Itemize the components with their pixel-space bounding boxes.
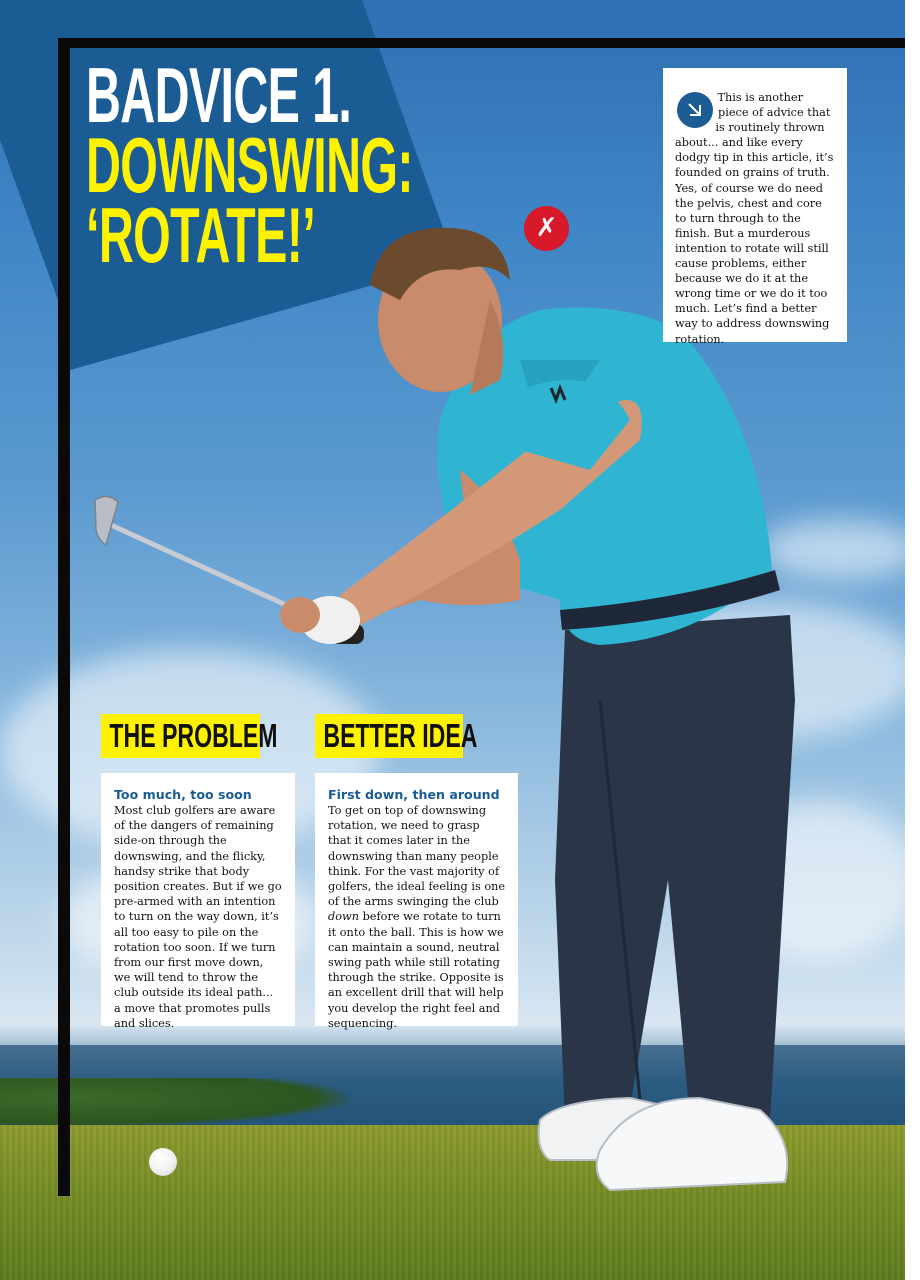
frame-top-rule	[58, 38, 905, 48]
better-body-part-2: before we rotate to turn it onto the ball. This is how we can maintain a sound, neutral swing path while still rotating through the strike. Opposite is an excellent drill that will help you develop the right feel and sequencing.	[328, 910, 504, 1030]
better-idea-heading: First down, then around	[328, 787, 500, 802]
problem-heading: Too much, too soon	[114, 787, 252, 802]
problem-tag	[101, 714, 278, 758]
headline-line-1: BADVICE 1.	[86, 51, 352, 139]
intro-text: This is another piece of advice that is routinely thrown about... and like every dodgy tip in this article, it’s founded on grains of truth. Yes, of course we do need the pelvis, chest and core to turn through to the finish. But a murderous intention to rotate will still cause problems, either because we do it at the wrong time or we do it too much. Let’s find a better way to address downswing rotation.	[675, 91, 834, 346]
better-idea-body	[328, 803, 506, 1031]
golf-ball	[149, 1148, 177, 1176]
better-idea-tag	[315, 714, 478, 758]
better-idea-box	[315, 773, 518, 1030]
problem-box	[101, 773, 295, 1030]
intro-box	[663, 68, 847, 346]
better-body-emphasis: down	[328, 910, 359, 924]
cross-icon: ✗	[524, 206, 569, 251]
frame-left-rule	[58, 38, 70, 1196]
arrow-down-right-icon	[677, 92, 713, 128]
better-body-part-1: To get on top of downswing rotation, we need to grasp that it comes later in the downswing than many people think. For the vast majority of golfers, the ideal feeling is one of the arms swinging the club	[328, 804, 506, 909]
headline-line-3: ‘ROTATE!’	[86, 191, 316, 280]
headline-line-2: DOWNSWING:	[86, 121, 413, 210]
problem-tag-label: THE PROBLEM	[109, 717, 278, 754]
headline	[86, 51, 413, 280]
problem-body: Most club golfers are aware of the dangers of remaining side-on through the downswing, and the flicky, handsy strike that body position creates. But if we go pre-armed with an intention to turn on the way down, it’s all too easy to pile on the rotation too soon. If we turn from our first move down, we will tend to throw the club outside its ideal path... a move that promotes pulls and slices.	[114, 804, 282, 1030]
better-idea-tag-label: BETTER IDEA	[323, 717, 478, 754]
